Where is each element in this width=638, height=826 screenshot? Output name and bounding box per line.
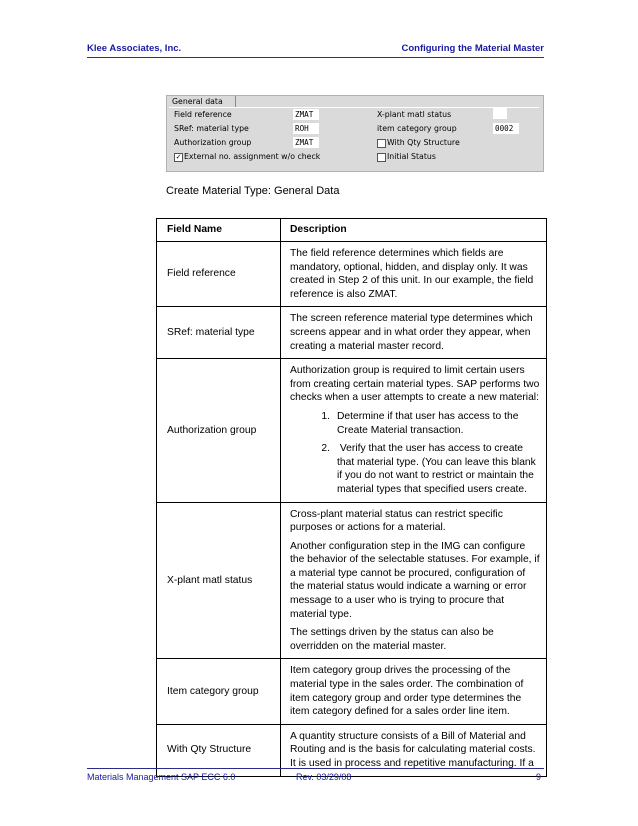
description-text: The field reference determines which fields are mandatory, optional, hidden, and display only. It was created in Step 2 of this unit. In our example, the field reference is also ZMAT.	[290, 248, 534, 300]
list-item-number: 1.	[321, 410, 330, 422]
field-name-cell: With Qty Structure	[157, 724, 281, 776]
item-category-group-input[interactable]: 0002	[493, 123, 519, 134]
field-name-header: Field Name	[157, 219, 281, 242]
description-cell	[281, 307, 547, 359]
table-row	[157, 242, 547, 307]
xplant-matl-status-label: X-plant matl status	[377, 110, 452, 119]
field-name-cell: Item category group	[157, 659, 281, 724]
field-name-cell: SRef: material type	[157, 307, 281, 359]
description-text: Authorization group is required to limit certain users from creating certain material types. SAP performs two checks when a user attempts to create a new material:	[290, 365, 540, 404]
figure-caption: Create Material Type: General Data	[166, 185, 340, 197]
authorization-group-label: Authorization group	[174, 138, 252, 147]
general-data-tab[interactable]: General data	[169, 96, 236, 108]
table-row	[157, 502, 547, 659]
initial-status-label: Initial Status	[387, 152, 436, 161]
description-text: A quantity structure consists of a Bill of Material and Routing and is the basis for calculating material costs. It is used in process and repetitive manufacturing. If a	[290, 730, 536, 769]
checks-list	[290, 410, 542, 497]
table-row	[157, 659, 547, 724]
description-cell	[281, 242, 547, 307]
list-item	[290, 442, 542, 496]
table-row	[157, 359, 547, 502]
description-text: Item category group drives the processing of the material type in the sales order. The combination of item category group and order type determines the item category defined for a sales order line item.	[290, 665, 524, 718]
table-header-row	[157, 219, 547, 242]
external-no-checkbox[interactable]: ✓	[175, 153, 182, 161]
page-number: 9	[535, 772, 541, 782]
table-row	[157, 307, 547, 359]
xplant-matl-status-input[interactable]	[493, 108, 507, 119]
list-item-text: Verify that the user has access to create that material type. (You can leave this blank if you do not want to restrict or maintain the material types that specified users create.	[337, 443, 539, 495]
description-text: Another configuration step in the IMG can configure the behavior of the selectable statuses. For example, if a material type cannot be procured, configuration of the material status would indicate a warning or error message to a user who is trying to procure that material type.	[290, 540, 540, 620]
description-header: Description	[281, 219, 547, 242]
description-text: The settings driven by the status can also be overridden on the material master.	[290, 627, 494, 652]
qty-structure-checkbox[interactable]	[377, 139, 386, 148]
sap-general-data-panel	[166, 95, 544, 172]
footer-revision: Rev. 03/29/08	[296, 772, 352, 782]
description-cell	[281, 502, 547, 659]
field-name-cell: Authorization group	[157, 359, 281, 502]
item-category-group-label: item category group	[377, 124, 457, 133]
header-company: Klee Associates, Inc.	[87, 43, 182, 54]
list-item-number: 2.	[321, 443, 330, 455]
initial-status-checkbox[interactable]	[377, 153, 386, 162]
description-cell	[281, 359, 547, 502]
footer-left: Materials Management SAP ECC 6.0	[87, 772, 236, 782]
footer-rule	[87, 768, 544, 769]
authorization-group-input[interactable]: ZMAT	[293, 137, 319, 148]
field-name-cell: Field reference	[157, 242, 281, 307]
list-item	[290, 410, 542, 437]
description-cell	[281, 659, 547, 724]
external-no-label: External no. assignment w/o check	[184, 152, 321, 161]
field-reference-input[interactable]: ZMAT	[293, 109, 319, 120]
list-item-text: Determine if that user has access to the Create Material transaction.	[337, 410, 519, 436]
sref-material-type-label: SRef: material type	[174, 124, 249, 133]
description-text: Cross-plant material status can restrict specific purposes or actions for a material.	[290, 508, 503, 534]
sref-material-type-input[interactable]: ROH	[293, 123, 319, 134]
qty-structure-label: With Qty Structure	[387, 138, 460, 147]
header-rule	[87, 57, 544, 58]
field-reference-label: Field reference	[174, 110, 232, 119]
description-text: The screen reference material type determines which screens appear and in what order they appear, when creating a material master record.	[290, 313, 533, 352]
field-name-cell: X-plant matl status	[157, 502, 281, 659]
header-title: Configuring the Material Master	[401, 43, 544, 54]
field-description-table	[156, 218, 547, 777]
